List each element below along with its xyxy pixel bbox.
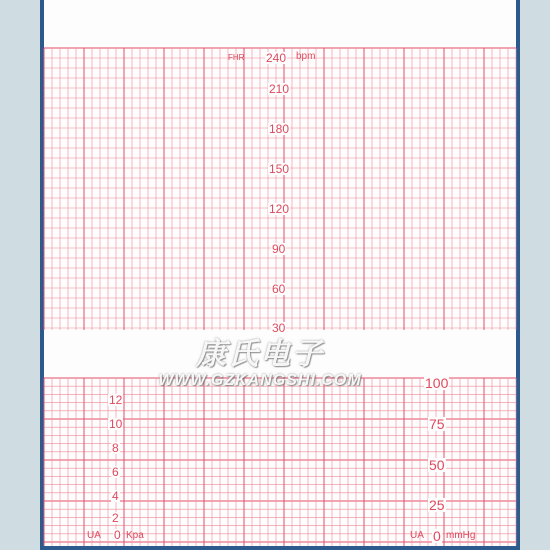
- fhr-tick-150: 150: [269, 162, 290, 176]
- kpa-channel-label: UA: [87, 530, 101, 541]
- mmhg-unit-label: mmHg: [446, 530, 476, 541]
- fhr-tick-210: 210: [269, 82, 290, 96]
- mmhg-tick-50: 50: [429, 457, 445, 473]
- kpa-tick-12: 12: [109, 393, 123, 407]
- watermark-url: WWW.GZKANGSHI.COM: [158, 372, 362, 389]
- watermark-chinese: 康氏电子: [196, 338, 324, 371]
- fhr-tick-90: 90: [272, 242, 286, 256]
- fhr-tick-240: 240: [266, 51, 287, 65]
- kpa-tick-0: 0: [114, 528, 121, 542]
- kpa-tick-8: 8: [112, 441, 119, 455]
- mmhg-tick-0: 0: [433, 528, 441, 544]
- kpa-tick-10: 10: [109, 417, 123, 431]
- kpa-tick-6: 6: [112, 465, 119, 479]
- fhr-tick-30: 30: [272, 321, 286, 335]
- fhr-unit-label: bpm: [296, 51, 316, 62]
- mmhg-channel-label: UA: [410, 530, 424, 541]
- fhr-tick-60: 60: [272, 282, 286, 296]
- mmhg-tick-25: 25: [429, 497, 445, 513]
- fhr-tick-120: 120: [269, 202, 290, 216]
- mmhg-tick-75: 75: [429, 416, 445, 432]
- kpa-unit-label: Kpa: [126, 530, 144, 541]
- fhr-tick-180: 180: [269, 122, 290, 136]
- kpa-tick-2: 2: [112, 511, 119, 525]
- mmhg-tick-100: 100: [425, 375, 449, 391]
- fhr-channel-label: FHR: [228, 53, 245, 62]
- kpa-tick-4: 4: [112, 489, 119, 503]
